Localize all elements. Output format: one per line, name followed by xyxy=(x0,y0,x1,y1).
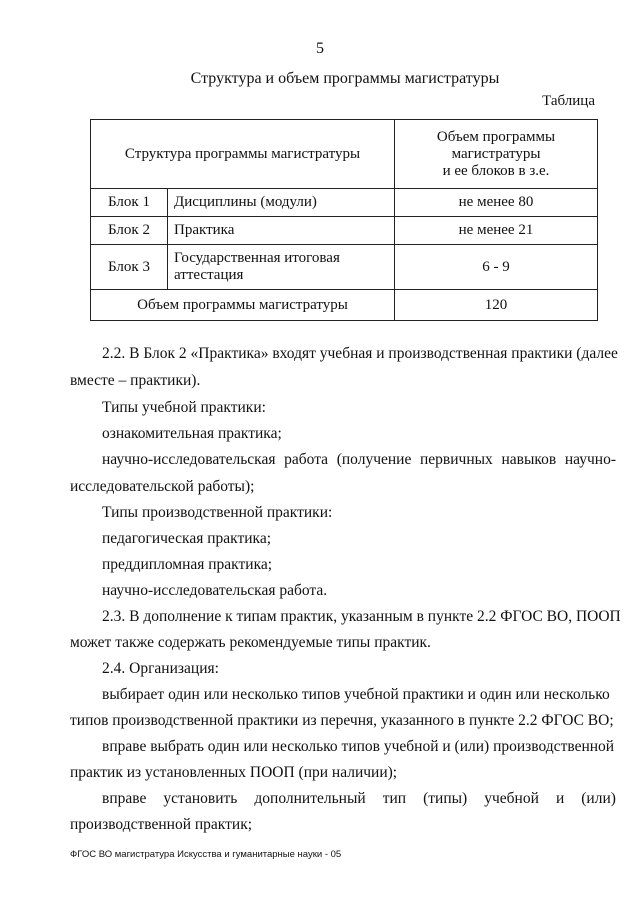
justified-line xyxy=(102,786,616,812)
paragraph-line: преддипломная практика; xyxy=(102,556,273,573)
block-name-line: аттестация xyxy=(174,267,244,283)
word: дополнительный xyxy=(254,790,366,807)
word: навыков xyxy=(501,451,557,468)
header-right-line: и ее блоков в з.е. xyxy=(442,162,550,179)
word: вправе xyxy=(102,790,147,807)
word: (типы) xyxy=(423,790,468,807)
paragraph-line: исследовательской работы); xyxy=(70,478,255,495)
block-cell: Блок 1 xyxy=(91,189,168,217)
word: (получение xyxy=(336,451,412,468)
table-row xyxy=(91,245,598,290)
header-right-line: Объем программы xyxy=(436,128,556,145)
paragraph-line: вместе – практики). xyxy=(70,372,201,389)
block-name-cell: Практика xyxy=(168,217,395,245)
word: (или) xyxy=(581,790,616,807)
block-value-cell: не менее 21 xyxy=(395,217,598,245)
paragraph-line: научно-исследовательская работа. xyxy=(102,582,328,599)
table-row xyxy=(91,189,598,217)
header-left-cell: Структура программы магистратуры xyxy=(91,120,395,189)
block-name-line: Государственная итоговая xyxy=(174,250,340,266)
paragraph-line: Типы производственной практики: xyxy=(102,504,333,521)
table-row xyxy=(91,217,598,245)
header-right-cell xyxy=(395,120,598,189)
block-cell: Блок 3 xyxy=(91,245,168,290)
word: тип xyxy=(382,790,407,807)
total-value-cell: 120 xyxy=(395,290,598,321)
table-total-row xyxy=(91,290,598,321)
paragraph-line: может также содержать рекомендуемые типы практик. xyxy=(70,634,431,651)
footer-text: ФГОС ВО магистратура Искусства и гуманитарные науки - 05 xyxy=(70,849,342,860)
block-name-cell xyxy=(168,245,395,290)
structure-table xyxy=(90,119,598,321)
paragraph-line xyxy=(102,447,616,473)
paragraph-line: вправе выбрать один или несколько типов учебной и (или) производственной xyxy=(102,738,615,755)
paragraph-line: выбирает один или несколько типов учебной практики и один или несколько xyxy=(102,686,610,703)
paragraph-line: 2.3. В дополнение к типам практик, указанным в пункте 2.2 ФГОС ВО, ПООП xyxy=(102,608,621,625)
paragraph-line: производственной практик; xyxy=(70,816,253,833)
paragraph-line: Типы учебной практики: xyxy=(102,399,266,416)
block-name-cell: Дисциплины (модули) xyxy=(168,189,395,217)
paragraph-line: педагогическая практика; xyxy=(102,530,272,547)
word: и xyxy=(555,790,565,807)
word: установить xyxy=(163,790,238,807)
paragraph-line: типов производственной практики из перечня, указанного в пункте 2.2 ФГОС ВО; xyxy=(70,712,614,729)
page-number: 5 xyxy=(316,40,324,57)
block-value-cell: не менее 80 xyxy=(395,189,598,217)
justified-line xyxy=(102,447,616,473)
paragraph-line: 2.2. В Блок 2 «Практика» входят учебная и производственная практики (далее xyxy=(102,345,618,362)
total-label-cell: Объем программы магистратуры xyxy=(91,290,395,321)
table-caption: Таблица xyxy=(542,93,595,109)
paragraph-line: практик из установленных ПООП (при наличии); xyxy=(70,764,398,781)
paragraph-line: ознакомительная практика; xyxy=(102,425,282,442)
block-cell: Блок 2 xyxy=(91,217,168,245)
table-header-row xyxy=(91,120,598,189)
word: работа xyxy=(284,451,329,468)
word: учебной xyxy=(484,790,539,807)
word: научно-исследовательская xyxy=(102,451,276,468)
word: первичных xyxy=(420,451,493,468)
paragraph-line xyxy=(102,786,616,812)
header-right-line: магистратуры xyxy=(451,145,541,162)
document-title: Структура и объем программы магистратуры xyxy=(190,70,500,87)
paragraph-line: 2.4. Организация: xyxy=(102,660,219,677)
block-value-cell: 6 - 9 xyxy=(395,245,598,290)
word: научно- xyxy=(564,451,616,468)
